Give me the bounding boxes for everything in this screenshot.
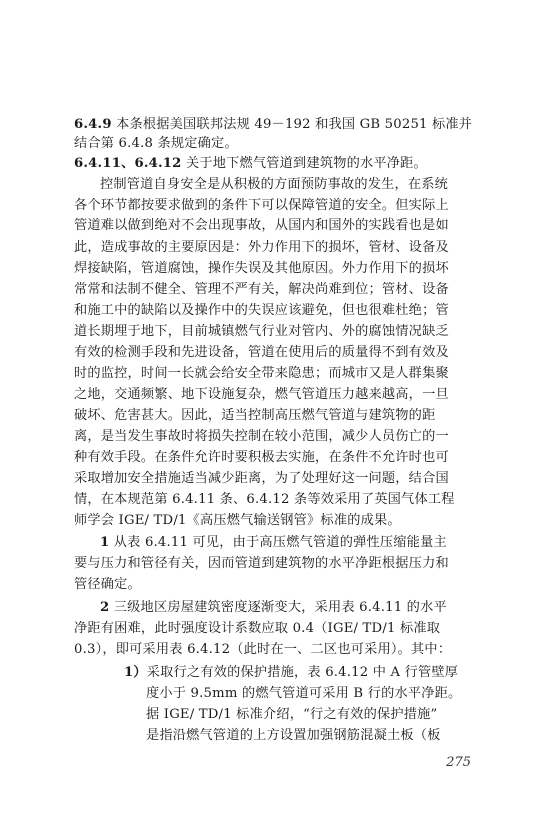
text-line: 管径确定。 [74,577,141,592]
item-1: 1 从表 6.4.11 可见，由于高压燃气管道的弹性压缩能量主 [100,535,447,550]
text-line: 净距有困难，此时强度设计系数应取 0.4（IGE/ TD/1 标准取 [74,621,441,636]
text-line: 种有效手段。在条件允许时要积极去实施，在条件不允许时也可 [74,450,449,465]
text-line: 各个环节都按要求做到的条件下可以保障管道的安全。但实际上 [74,198,449,213]
text-line: 有效的检测手段和先进设备，管道在使用后的质量得不到有效及 [74,345,449,360]
text-line: 管道难以做到绝对不会出现事故，从国内和国外的实践看也是如 [74,218,449,233]
text-line: 常常和法制不健全、管理不严有关，解决尚难到位；管材、设备 [74,282,449,297]
paragraph-start: 控制管道自身安全是从积极的方面预防事故的发生，在系统 [100,177,449,192]
text-line: 道长期埋于地下，目前城镇燃气行业对管内、外的腐蚀情况缺乏 [74,324,449,339]
text-line: 是指沿燃气管道的上方设置加强钢筋混凝土板（板 [146,728,441,743]
text-line: 师学会 IGE/ TD/1《高压燃气输送钢管》标准的成果。 [74,513,401,528]
subitem-1: 1）采取行之有效的保护措施，表 6.4.12 中 A 行管壁厚 [124,665,459,680]
text-line: 焊接缺陷，管道腐蚀，操作失误及其他原因。外力作用下的损坏 [74,261,449,276]
text-line: 离，是当发生事故时将损失控制在较小范围，减少人员伤亡的一 [74,429,449,444]
text-line: 据 IGE/ TD/1 标准介绍，“行之有效的保护措施” [146,707,438,722]
text-line: 时的监控，时间一长就会给安全带来隐患；而城市又是人群集聚 [74,366,449,381]
text-line: 此，造成事故的主要原因是：外力作用下的损坏，管材、设备及 [74,240,449,255]
text-line: 采取增加安全措施适当减少距离，为了处理好这一问题，结合国 [74,471,449,486]
text-line: 度小于 9.5mm 的燃气管道可采用 B 行的水平净距。 [146,686,462,701]
text-line: 要与压力和管径有关，因而管道到建筑物的水平净距根据压力和 [74,556,449,571]
text-line: 0.3），即可采用表 6.4.12（此时在一、二区也可采用）。其中： [74,642,452,657]
text-line: 之地，交通频繁、地下设施复杂，燃气管道压力越来越高，一旦 [74,387,449,402]
clause-6-4-11-heading: 6.4.11、6.4.12 关于地下燃气管道到建筑物的水平净距。 [74,156,427,171]
clause-6-4-9-heading: 6.4.9 本条根据美国联邦法规 49－192 和我国 GB 50251 标准并 [74,117,473,132]
text-line: 结合第 6.4.8 条规定确定。 [74,136,238,151]
item-2: 2 三级地区房屋建筑密度逐渐变大，采用表 6.4.11 的水平 [100,600,447,615]
page-number: 275 [446,755,471,770]
text-line: 情，在本规范第 6.4.11 条、6.4.12 条等效采用了英国气体工程 [74,492,455,507]
text-line: 和施工中的缺陷以及操作中的失误应该避免，但也很难杜绝；管 [74,303,449,318]
text-line: 破坏、危害甚大。因此，适当控制高压燃气管道与建筑物的距 [74,408,436,423]
